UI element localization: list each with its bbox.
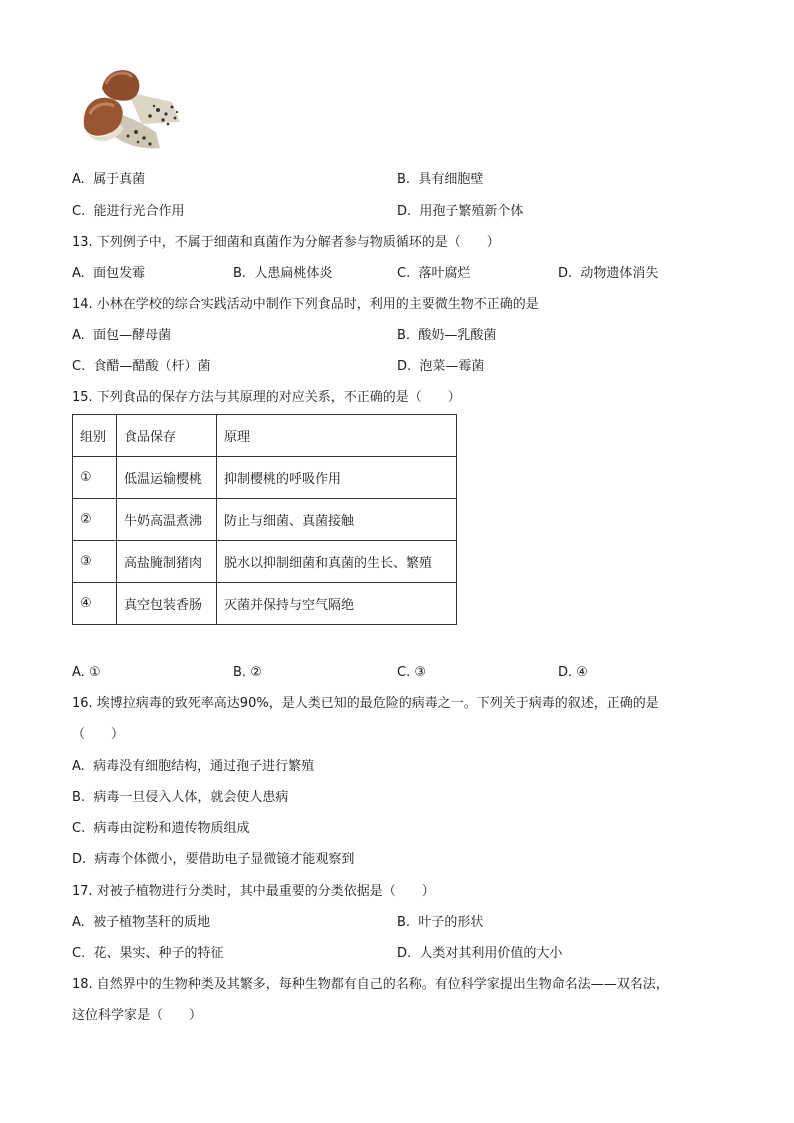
option-text: 面包—酵母菌 <box>93 328 172 343</box>
q16-option-d <box>72 851 354 869</box>
option-text: 食醋—醋酸（杆）菌 <box>93 359 211 374</box>
option-letter: C. <box>397 665 411 680</box>
table-header: 食品保存 <box>117 415 217 457</box>
option-text: 花、果实、种子的特征 <box>93 946 224 961</box>
table-cell: ③ <box>73 541 117 583</box>
q15-option-a <box>72 664 101 682</box>
q17-stem: 17. 对被子植物进行分类时，其中最重要的分类依据是（ ） <box>72 884 435 899</box>
option-letter: D. <box>397 946 412 961</box>
option-text: 具有细胞壁 <box>418 172 484 187</box>
option-letter: C. <box>72 359 86 374</box>
option-text: 动物遗体消失 <box>580 266 659 281</box>
q16-option-b <box>72 789 288 807</box>
q14-option-d <box>397 358 484 376</box>
q13-option-b <box>233 265 332 283</box>
q16-stem-line2: （ ） <box>72 727 125 742</box>
option-text: ① <box>88 665 101 680</box>
food-storage-table <box>72 414 457 625</box>
option-text: 酸奶—乳酸菌 <box>418 328 497 343</box>
option-letter: C. <box>397 266 411 281</box>
table-cell: 脱水以抑制细菌和真菌的生长、繁殖 <box>217 541 457 583</box>
option-letter: B. <box>233 266 247 281</box>
q12-option-b <box>397 171 483 189</box>
q17-option-b <box>397 914 483 932</box>
q13-option-d <box>558 265 658 283</box>
option-text: ④ <box>576 665 588 680</box>
q13-option-c <box>397 265 471 283</box>
option-text: 落叶腐烂 <box>418 266 471 281</box>
option-letter: A. <box>72 665 85 680</box>
option-text: ② <box>250 665 262 680</box>
table-cell: 高盐腌制猪肉 <box>117 541 217 583</box>
table-header-row <box>73 415 457 457</box>
table-row <box>73 541 457 583</box>
option-text: 用孢子繁殖新个体 <box>419 204 524 219</box>
option-text: 被子植物茎秆的质地 <box>93 915 211 930</box>
option-text: 叶子的形状 <box>418 915 484 930</box>
table-cell: 防止与细菌、真菌接触 <box>217 499 457 541</box>
q17-option-d <box>397 945 562 963</box>
option-text: 病毒由淀粉和遗传物质组成 <box>93 821 250 836</box>
table-cell: ④ <box>73 583 117 625</box>
table-cell: 牛奶高温煮沸 <box>117 499 217 541</box>
option-letter: A. <box>72 915 85 930</box>
q13-option-a <box>72 265 145 283</box>
option-text: 泡菜—霉菌 <box>419 359 485 374</box>
option-letter: A. <box>72 266 85 281</box>
q18-stem-line2: 这位科学家是（ ） <box>72 1008 203 1023</box>
option-letter: B. <box>397 328 411 343</box>
table-header: 组别 <box>73 415 117 457</box>
option-letter: C. <box>72 821 86 836</box>
q12-option-d <box>397 203 523 221</box>
option-text: 病毒个体微小，要借助电子显微镜才能观察到 <box>94 852 355 867</box>
q14-stem: 14. 小林在学校的综合实践活动中制作下列食品时，利用的主要微生物不正确的是 <box>72 297 539 312</box>
table-cell: ② <box>73 499 117 541</box>
option-letter: C. <box>72 946 86 961</box>
q14-option-a <box>72 327 171 345</box>
option-text: ③ <box>414 665 427 680</box>
q15-option-c <box>397 664 426 682</box>
q15-option-d <box>558 664 588 682</box>
table-row <box>73 583 457 625</box>
table-cell: ① <box>73 457 117 499</box>
q16-option-a <box>72 758 314 776</box>
option-letter: B. <box>397 172 411 187</box>
option-letter: D. <box>397 359 412 374</box>
option-text: 能进行光合作用 <box>93 204 185 219</box>
option-text: 病毒没有细胞结构，通过孢子进行繁殖 <box>93 759 315 774</box>
option-text: 病毒一旦侵入人体，就会使人患病 <box>93 790 289 805</box>
table-cell: 抑制樱桃的呼吸作用 <box>217 457 457 499</box>
table-cell: 灭菌并保持与空气隔绝 <box>217 583 457 625</box>
table-cell: 真空包装香肠 <box>117 583 217 625</box>
q16-option-c <box>72 820 250 838</box>
q14-option-c <box>72 358 211 376</box>
table-row <box>73 457 457 499</box>
option-letter: B. <box>72 790 86 805</box>
q17-option-c <box>72 945 224 963</box>
q13-stem: 13. 下列例子中，不属于细菌和真菌作为分解者参与物质循环的是（ ） <box>72 235 500 250</box>
q12-option-c <box>72 203 185 221</box>
option-letter: D. <box>558 665 573 680</box>
q18-stem-line1: 18. 自然界中的生物种类及其繁多，每种生物都有自己的名称。有位科学家提出生物命名法——双名法， <box>72 977 669 992</box>
option-letter: B. <box>397 915 411 930</box>
option-letter: D. <box>558 266 573 281</box>
q14-option-b <box>397 327 496 345</box>
mushroom-image <box>80 62 186 158</box>
option-text: 人类对其利用价值的大小 <box>419 946 563 961</box>
option-letter: A. <box>72 759 85 774</box>
table-row <box>73 499 457 541</box>
option-letter: D. <box>397 204 412 219</box>
option-text: 属于真菌 <box>93 172 146 187</box>
q12-option-a <box>72 171 145 189</box>
q15-option-b <box>233 664 262 682</box>
q15-stem: 15. 下列食品的保存方法与其原理的对应关系，不正确的是（ ） <box>72 390 461 405</box>
option-letter: B. <box>233 665 247 680</box>
option-letter: A. <box>72 328 85 343</box>
table-cell: 低温运输樱桃 <box>117 457 217 499</box>
option-letter: C. <box>72 204 86 219</box>
q16-stem-line1: 16. 埃博拉病毒的致死率高达90%，是人类已知的最危险的病毒之一。下列关于病毒的叙述，正确的是 <box>72 696 659 711</box>
option-letter: A. <box>72 172 85 187</box>
table-header: 原理 <box>217 415 457 457</box>
option-text: 人患扁桃体炎 <box>254 266 333 281</box>
option-text: 面包发霉 <box>93 266 146 281</box>
q17-option-a <box>72 914 210 932</box>
option-letter: D. <box>72 852 87 867</box>
